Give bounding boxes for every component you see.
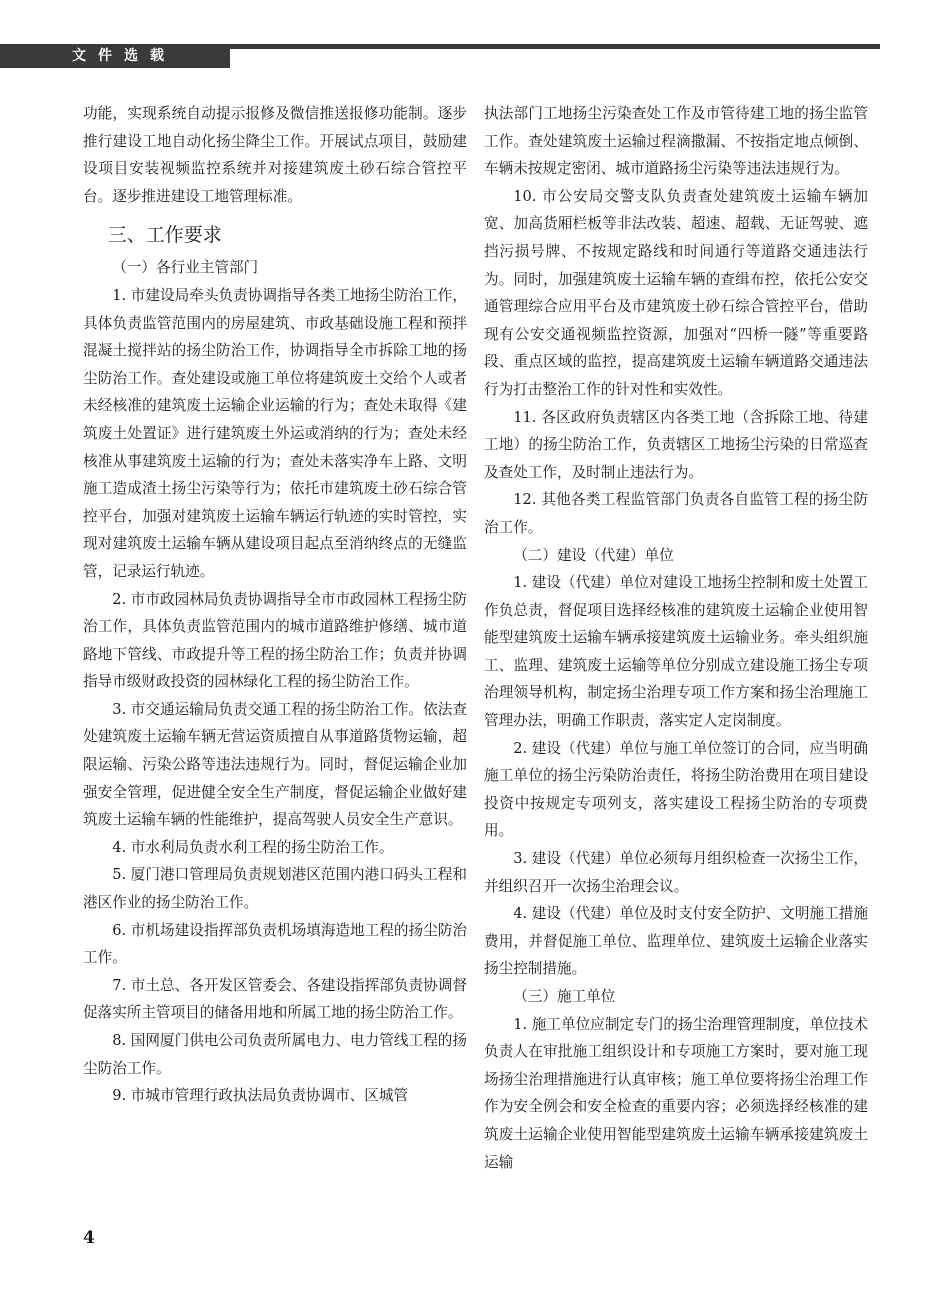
list-item: 3. 市交通运输局负责交通工程的扬尘防治工作。依法查处建筑废土运输车辆无营运资质擅自从事道路货物运输，超限运输、污染公路等违法违规行为。同时，督促运输企业加强安全管理，促进健全安全生产制度，督促运输企业做好建筑废土运输车辆的性能维护，提高驾驶人员安全生产意识。 — [83, 700, 467, 829]
list-item: 1. 建设（代建）单位对建设工地扬尘控制和废土处置工作负总责，督促项目选择经核准的建筑废土运输企业使用智能型建筑废土运输车辆承接建筑废土运输业务。牵头组织施工、监理、建筑废土运输等单位分别成立建设施工扬尘专项治理领导机构，制定扬尘治理专项工作方案和扬尘治理施工管理办法，明确工作职责，落实定人定岗制度。 — [484, 574, 868, 730]
list-item-continued: 执法部门工地扬尘污染查处工作及市管待建工地的扬尘监管工作。查处建筑废土运输过程滴撒漏、不按指定地点倾倒、车辆未按规定密闭、城市道路扬尘污染等违法违规行为。 — [484, 105, 868, 178]
right-column — [484, 100, 868, 1176]
list-item: 2. 建设（代建）单位与施工单位签订的合同，应当明确施工单位的扬尘污染防治责任，将扬尘防治费用在项目建设投资中按规定专项列支，落实建设工程扬尘防治的专项费用。 — [484, 739, 868, 840]
list-item: 3. 建设（代建）单位必须每月组织检查一次扬尘工作，并组织召开一次扬尘治理会议。 — [484, 850, 868, 895]
list-item: 5. 厦门港口管理局负责规划港区范围内港口码头工程和港区作业的扬尘防治工作。 — [83, 866, 467, 912]
page-number: 4 — [83, 1228, 95, 1248]
list-item: 7. 市土总、各开发区管委会、各建设指挥部负责协调督促落实所主管项目的储备用地和所属工地的扬尘防治工作。 — [83, 976, 467, 1022]
list-item: 4. 市水利局负责水利工程的扬尘防治工作。 — [112, 838, 394, 856]
subheading-industry-departments: （一）各行业主管部门 — [112, 259, 259, 277]
section-heading-work-requirements: 三、工作要求 — [107, 224, 222, 247]
paragraph-intro-continued: 功能，实现系统自动提示报修及微信推送报修功能制。逐步推行建设工地自动化扬尘降尘工作。开展试点项目，鼓励建设项目安装视频监控系统并对接建筑废土砂石综合管控平台。逐步推进建设工地管理标准。 — [83, 105, 467, 205]
list-item: 1. 市建设局牵头负责协调指导各类工地扬尘防治工作，具体负责监管范围内的房屋建筑、市政基础设施工程和预拌混凝土搅拌站的扬尘防治工作，协调指导全市拆除工地的扬尘防治工作。查处建设或施工单位将建筑废土交给个人或者未经核准的建筑废土运输企业运输的行为；查处未取得《建筑废土处置证》进行建筑废土外运或消纳的行为；查处未经核准从事建筑废土运输的行为；查处未落实净车上路、文明施工造成渣土扬尘污染等行为；依托市建筑废土砂石综合管控平台，加强对建筑废土运输车辆运行轨迹的实时管控，实现对建筑废土运输车辆从建设项目起点至消纳终点的无缝监管，记录运行轨迹。 — [83, 286, 467, 580]
subheading-builder-units: （三）施工单位 — [513, 988, 616, 1005]
list-item: 9. 市城市管理行政执法局负责协调市、区城管 — [112, 1087, 409, 1105]
list-item: 10. 市公安局交警支队负责查处建筑废土运输车辆加宽、加高货厢栏板等非法改装、超速、超载、无证驾驶、遮挡污损号牌、不按规定路线和时间通行等道路交通违法行为。同时，加强建筑废土运输车辆的查缉布控，依托公安交通管理综合应用平台及市建筑废土砂石综合管控平台，借助现有公安交通视频监控资源，加强对“四桥一隧”等重要路段、重点区域的监控，提高建筑废土运输车辆道路交通违法行为打击整治工作的针对性和实效性。 — [484, 187, 868, 398]
subheading-construction-units: （二）建设（代建）单位 — [513, 546, 674, 564]
list-item: 12. 其他各类工程监管部门负责各自监管工程的扬尘防治工作。 — [484, 491, 868, 536]
list-item: 6. 市机场建设指挥部负责机场填海造地工程的扬尘防治工作。 — [83, 921, 467, 967]
list-item: 11. 各区政府负责辖区内各类工地（含拆除工地、待建工地）的扬尘防治工作，负责辖区工地扬尘污染的日常巡查及查处工作，及时制止违法行为。 — [484, 408, 868, 481]
list-item: 8. 国网厦门供电公司负责所属电力、电力管线工程的扬尘防治工作。 — [83, 1032, 467, 1077]
left-column — [83, 100, 467, 1110]
list-item: 4. 建设（代建）单位及时支付安全防护、文明施工措施费用，并督促施工单位、监理单位、建筑废土运输企业落实扬尘控制措施。 — [484, 905, 868, 978]
section-tab: 文件选载 — [0, 44, 230, 68]
list-item: 1. 施工单位应制定专门的扬尘治理管理制度，单位技术负责人在审批施工组织设计和专项施工方案时，要对施工现场扬尘治理措施进行认真审核；施工单位要将扬尘治理工作作为安全例会和安全检查的重要内容；必须选择经核准的建筑废土运输企业使用智能型建筑废土运输车辆承接建筑废土运输 — [484, 1015, 868, 1171]
list-item: 2. 市市政园林局负责协调指导全市市政园林工程扬尘防治工作，具体负责监管范围内的城市道路维护修缮、城市道路地下管线、市政提升等工程的扬尘防治工作；负责并协调指导市级财政投资的园林绿化工程的扬尘防治工作。 — [83, 590, 467, 691]
